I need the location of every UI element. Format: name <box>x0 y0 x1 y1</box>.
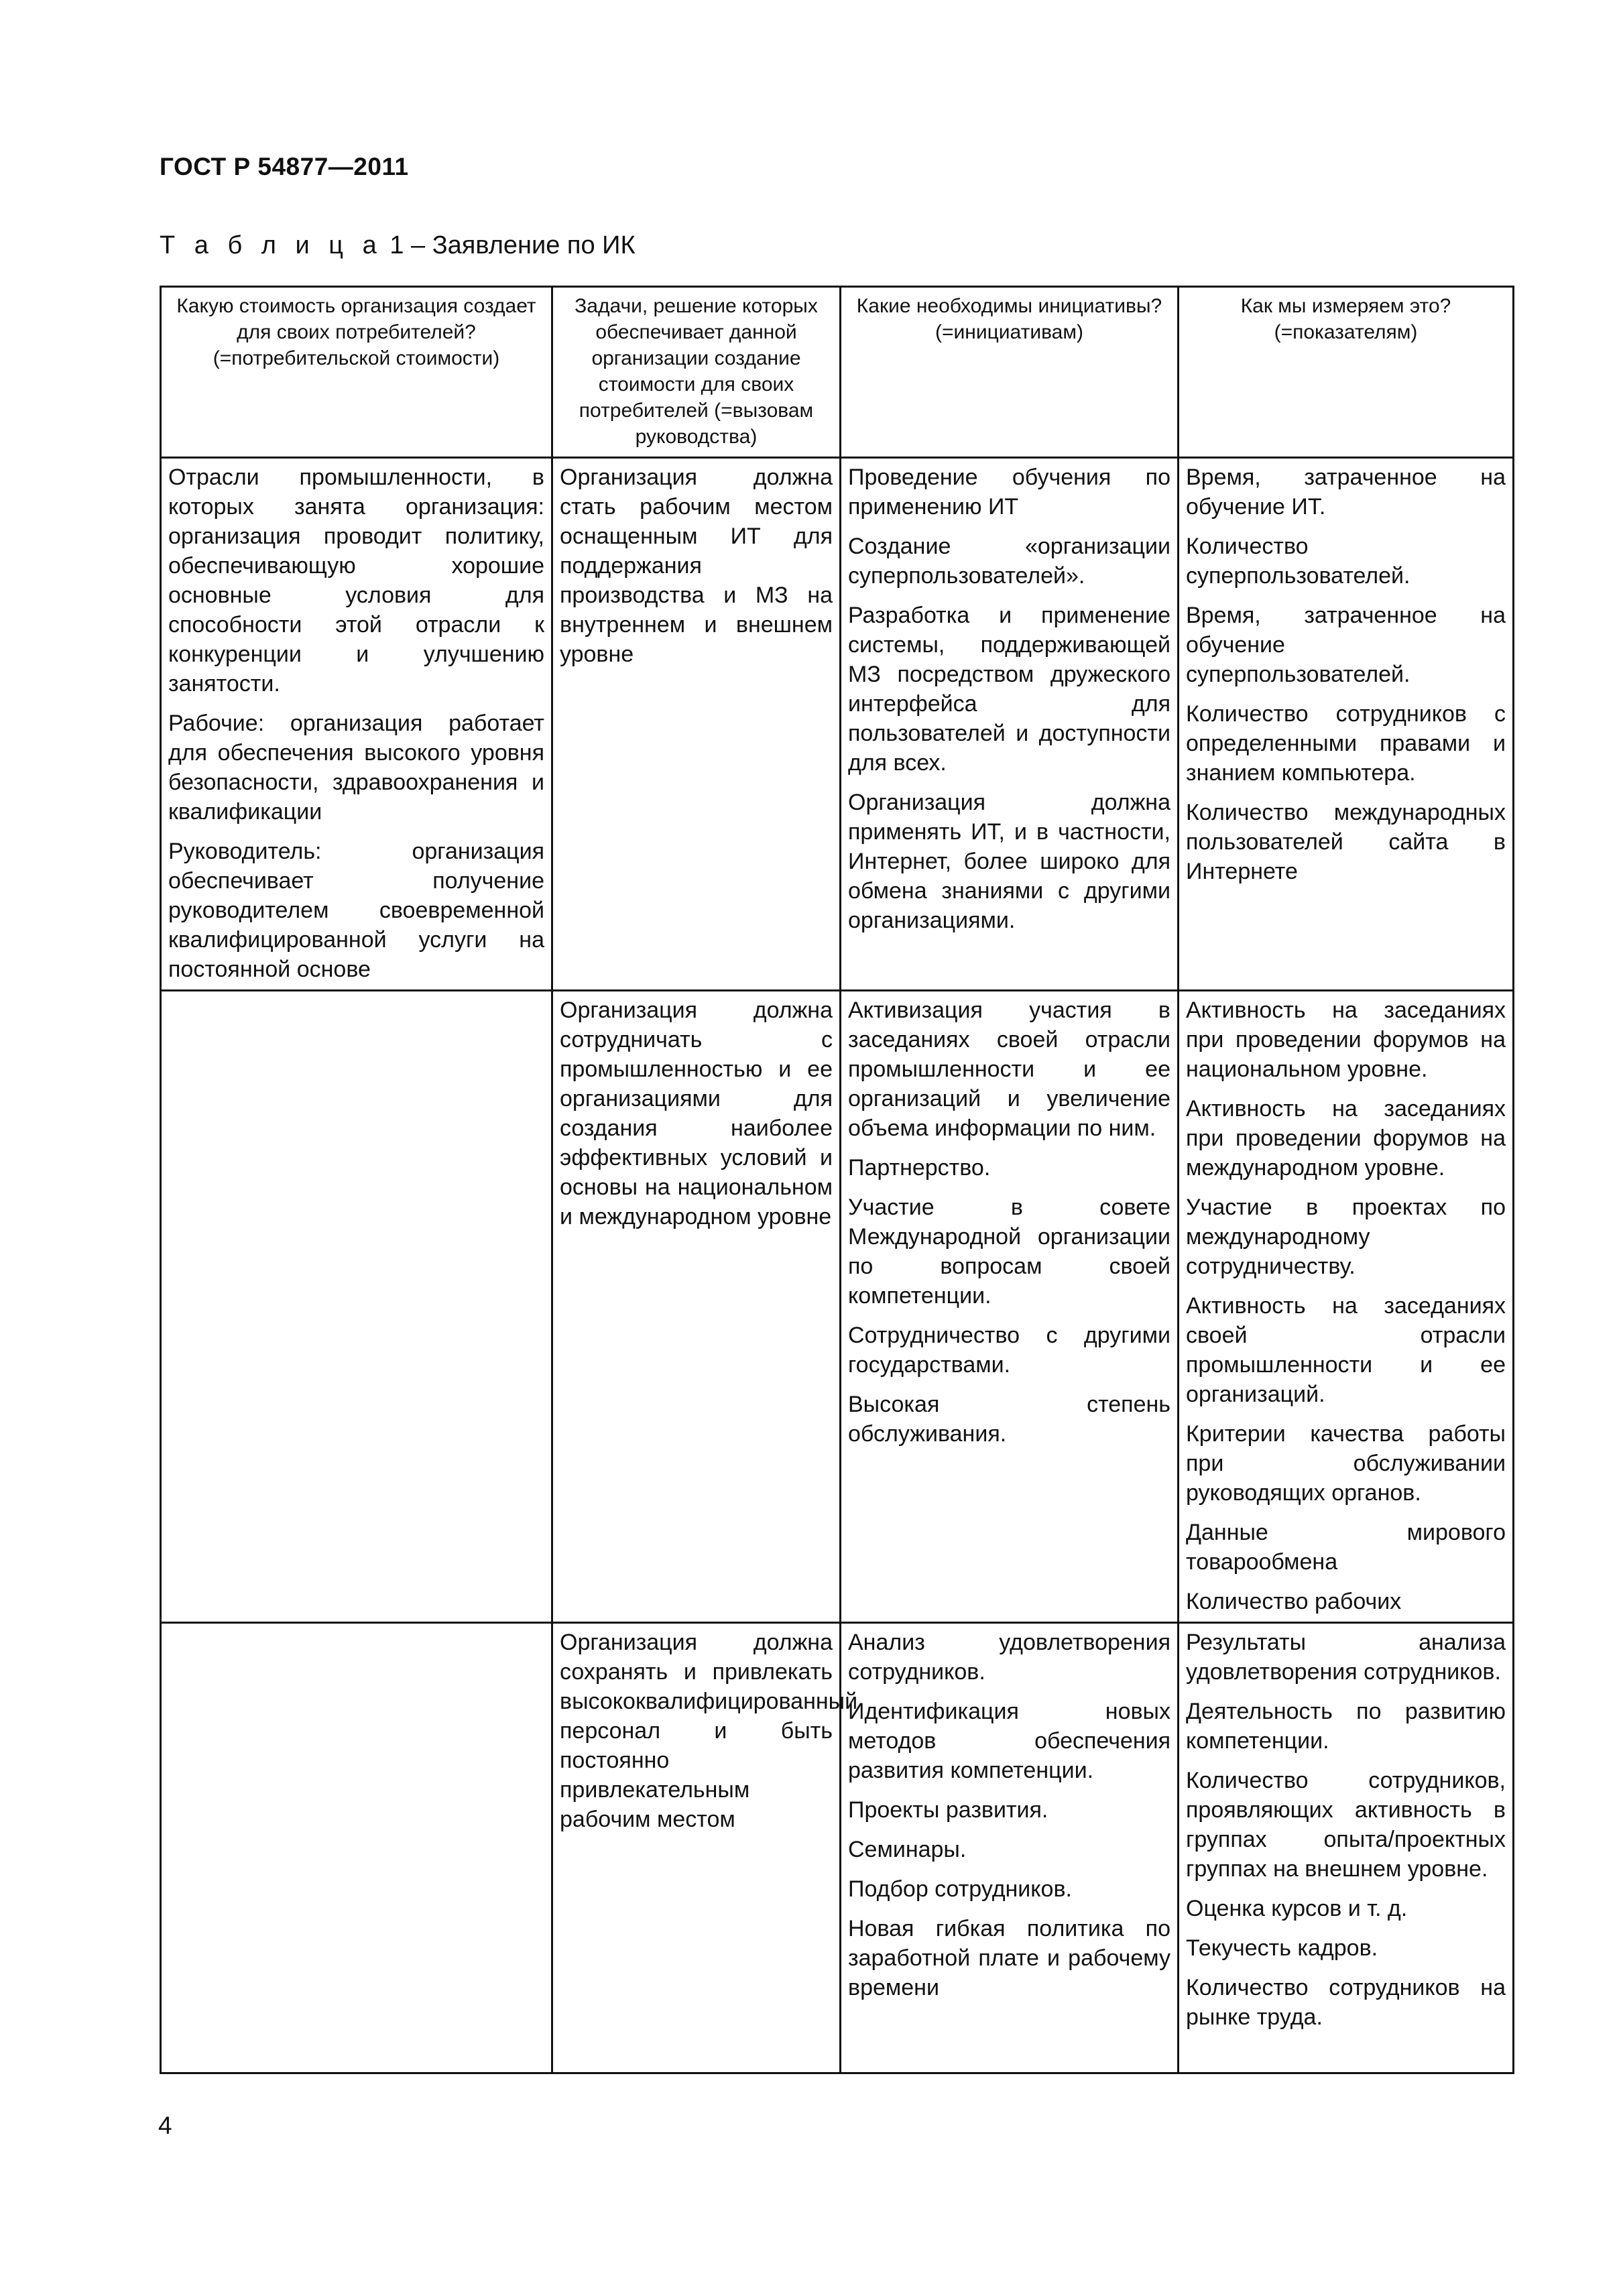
cell-paragraph: Сотрудничество с другими государствами. <box>848 1323 1170 1378</box>
cell-paragraph: Количество сотрудников с определенными правами и знанием компьютера. <box>1186 701 1506 786</box>
cell-paragraph: Рабочие: организация работает для обеспечения высокого уровня безопасности, здравоохранения и квалификации <box>168 711 544 825</box>
measures-cell <box>1179 1623 1514 2073</box>
measures-cell <box>1179 991 1514 1623</box>
cell-paragraph: Количество международных пользователей сайта в Интернете <box>1186 800 1506 884</box>
challenge-cell <box>552 1623 858 2073</box>
cell-paragraph: Организация должна сохранять и привлекать высококвалифицированный персонал и быть постоянно привлекательным рабочим местом <box>560 1630 858 1832</box>
table-caption-title: – Заявление по ИК <box>411 231 636 259</box>
value-cell <box>161 1623 552 2073</box>
column-header-measures: Как мы измеряем это? (=показателям) <box>1179 287 1514 458</box>
cell-paragraph: Количество сотрудников, проявляющих активность в группах опыта/проектных группах на внешнем уровне. <box>1186 1768 1506 1882</box>
challenge-cell <box>552 991 841 1623</box>
cell-paragraph: Время, затраченное на обучение суперпользователей. <box>1186 603 1506 687</box>
cell-paragraph: Партнерство. <box>848 1155 991 1181</box>
cell-paragraph: Подбор сотрудников. <box>848 1876 1072 1902</box>
cell-paragraph: Данные мирового товарообмена <box>1186 1520 1506 1575</box>
cell-paragraph: Проведение обучения по применению ИТ <box>848 465 1170 520</box>
cell-paragraph: Активность на заседаниях своей отрасли промышленности и ее организаций. <box>1186 1293 1506 1407</box>
cell-paragraph: Критерии качества работы при обслуживании руководящих органов. <box>1186 1421 1506 1506</box>
cell-paragraph: Количество рабочих <box>1186 1589 1402 1614</box>
document-id: ГОСТ Р 54877—2011 <box>160 153 409 180</box>
cell-paragraph: Разработка и применение системы, поддерживающей МЗ посредством дружеского интерфейса для пользователей и доступности для всех. <box>848 603 1170 776</box>
initiatives-cell <box>841 458 1179 991</box>
cell-paragraph: Идентификация новых методов обеспечения развития компетенции. <box>848 1699 1170 1783</box>
cell-paragraph: Активизация участия в заседаниях своей отрасли промышленности и ее организаций и увеличение объема информации по ним. <box>848 998 1170 1141</box>
value-cell <box>161 991 552 1623</box>
initiatives-cell <box>841 1623 1179 2073</box>
cell-paragraph: Отрасли промышленности, в которых занята организация: организация проводит политику, обеспечивающую хорошие основные условия для способности этой отрасли к конкуренции и улучшению занятости. <box>168 465 544 697</box>
cell-paragraph: Деятельность по развитию компетенции. <box>1186 1699 1506 1754</box>
table-row <box>161 991 1514 1623</box>
measures-cell <box>1179 458 1514 991</box>
cell-paragraph: Проекты развития. <box>848 1797 1048 1823</box>
cell-paragraph: Руководитель: организация обеспечивает получение руководителем своевременной квалифицированной услуги на постоянной основе <box>168 839 544 982</box>
value-cell <box>161 458 552 991</box>
challenge-cell <box>552 458 841 991</box>
table-header-row <box>161 287 1514 458</box>
cell-paragraph: Организация должна стать рабочим местом оснащенным ИТ для поддержания производства и МЗ на внутреннем и внешнем уровне <box>560 465 833 667</box>
cell-paragraph: Время, затраченное на обучение ИТ. <box>1186 465 1506 520</box>
column-header-value: Какую стоимость организация создает для своих потребителей? (=потребительской стоимости) <box>161 287 552 458</box>
cell-paragraph: Новая гибкая политика по заработной плате и рабочему времени <box>848 1916 1170 2000</box>
cell-paragraph: Высокая степень обслуживания. <box>848 1392 1170 1447</box>
cell-paragraph: Создание «организации суперпользователей». <box>848 534 1170 589</box>
table-caption-prefix: Т а б л и ц а <box>160 231 383 259</box>
column-header-initiatives: Какие необходимы инициативы? (=инициативам) <box>841 287 1179 458</box>
table-row <box>161 1623 1514 2073</box>
cell-paragraph: Анализ удовлетворения сотрудников. <box>848 1630 1170 1685</box>
cell-paragraph: Результаты анализа удовлетворения сотрудников. <box>1186 1630 1506 1685</box>
cell-paragraph: Текучесть кадров. <box>1186 1935 1378 1961</box>
cell-paragraph: Участие в проектах по международному сотрудничеству. <box>1186 1195 1506 1279</box>
initiatives-cell <box>841 991 1179 1623</box>
table-row <box>161 458 1514 991</box>
kpi-table <box>160 286 1514 2074</box>
cell-paragraph: Организация должна применять ИТ, и в частности, Интернет, более широко для обмена знаниями с другими организациями. <box>848 790 1170 933</box>
column-header-challenges: Задачи, решение которых обеспечивает данной организации создание стоимости для своих потребителей (=вызовам руководства) <box>552 287 841 458</box>
cell-paragraph: Оценка курсов и т. д. <box>1186 1896 1408 1921</box>
table-caption <box>160 231 636 260</box>
table-caption-number: 1 <box>389 231 404 259</box>
cell-paragraph: Количество сотрудников на рынке труда. <box>1186 1975 1506 2030</box>
cell-paragraph: Активность на заседаниях при проведении форумов на международном уровне. <box>1186 1096 1506 1181</box>
cell-paragraph: Участие в совете Международной организации по вопросам своей компетенции. <box>848 1195 1170 1309</box>
cell-paragraph: Количество суперпользователей. <box>1186 534 1410 589</box>
cell-paragraph: Семинары. <box>848 1837 967 1862</box>
page-number: 4 <box>158 2112 172 2139</box>
cell-paragraph: Организация должна сотрудничать с промышленностью и ее организациями для создания наиболее эффективных условий и основы на национальном и международном уровне <box>560 998 833 1229</box>
cell-paragraph: Активность на заседаниях при проведении форумов на национальном уровне. <box>1186 998 1506 1082</box>
